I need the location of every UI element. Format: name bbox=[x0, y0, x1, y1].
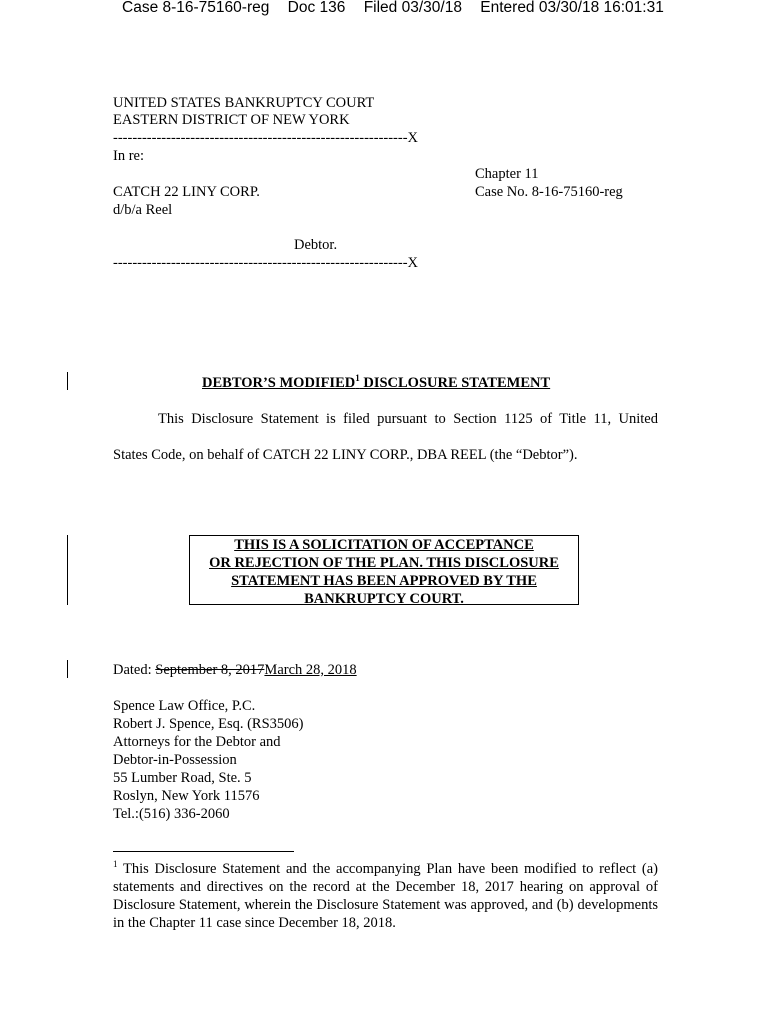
footnote-separator bbox=[113, 851, 294, 852]
intro-paragraph-line2: States Code, on behalf of CATCH 22 LINY CORP., DBA REEL (the “Debtor”). bbox=[113, 447, 578, 463]
footnote bbox=[113, 860, 658, 932]
phone-number: Tel.:(516) 336-2060 bbox=[113, 806, 230, 822]
caption-divider-top: -------------------------------------------------------------X bbox=[113, 130, 419, 146]
court-name: UNITED STATES BANKRUPTCY COURT bbox=[113, 95, 375, 111]
solicitation-notice-box bbox=[189, 535, 579, 605]
footnote-text: This Disclosure Statement and the accompanying Plan have been modified to reflect (a) statements and directives on the record at the December 18, 2017 hearing on approval of Disclosure Statement, wherein the Disclosure Statement was approved, and (b) developments in the Chapter 11 case since December 18, 2018. bbox=[113, 861, 658, 931]
revision-bar bbox=[67, 660, 68, 678]
case-number: Case No. 8-16-75160-reg bbox=[475, 184, 623, 200]
attorney-name: Robert J. Spence, Esq. (RS3506) bbox=[113, 716, 304, 732]
debtor-label: Debtor. bbox=[294, 237, 338, 253]
address-line-1: 55 Lumber Road, Ste. 5 bbox=[113, 770, 252, 786]
revision-bar bbox=[67, 535, 68, 605]
entered-date-header: Entered 03/30/18 16:01:31 bbox=[480, 0, 664, 16]
attorney-role-2: Debtor-in-Possession bbox=[113, 752, 237, 768]
filed-date-header: Filed 03/30/18 bbox=[363, 0, 462, 16]
revision-bar bbox=[67, 372, 68, 390]
address-line-2: Roslyn, New York 11576 bbox=[113, 788, 260, 804]
dated-label: Dated: bbox=[113, 662, 156, 678]
deleted-date: September 8, 2017 bbox=[155, 662, 265, 678]
case-number-header: Case 8-16-75160-reg bbox=[122, 0, 270, 16]
footnote-number: 1 bbox=[113, 859, 118, 870]
notice-line: THIS IS A SOLICITATION OF ACCEPTANCE bbox=[234, 537, 534, 553]
dated-line bbox=[113, 661, 357, 679]
notice-line: STATEMENT HAS BEEN APPROVED BY THE bbox=[231, 573, 537, 589]
chapter-label: Chapter 11 bbox=[475, 166, 539, 182]
debtor-name: CATCH 22 LINY CORP. bbox=[113, 184, 260, 200]
inserted-date: March 28, 2018 bbox=[264, 662, 357, 678]
dba-name: d/b/a Reel bbox=[113, 202, 173, 218]
title-text: DEBTOR’S MODIFIED bbox=[202, 375, 356, 391]
court-district: EASTERN DISTRICT OF NEW YORK bbox=[113, 112, 350, 128]
attorney-role: Attorneys for the Debtor and bbox=[113, 734, 281, 750]
notice-line: OR REJECTION OF THE PLAN. THIS DISCLOSURE bbox=[209, 555, 559, 571]
intro-paragraph-line1: This Disclosure Statement is filed pursuant to Section 1125 of Title 11, United bbox=[158, 411, 658, 427]
in-re-label: In re: bbox=[113, 148, 144, 164]
doc-number-header: Doc 136 bbox=[287, 0, 346, 16]
document-title bbox=[202, 374, 550, 392]
title-footnote-ref: 1 bbox=[355, 373, 360, 384]
law-firm: Spence Law Office, P.C. bbox=[113, 698, 256, 714]
ecf-header bbox=[122, 0, 678, 17]
caption-divider-bottom: -------------------------------------------------------------X bbox=[113, 255, 419, 271]
title-text-after: DISCLOSURE STATEMENT bbox=[359, 375, 551, 391]
notice-line: BANKRUPTCY COURT. bbox=[304, 591, 464, 607]
